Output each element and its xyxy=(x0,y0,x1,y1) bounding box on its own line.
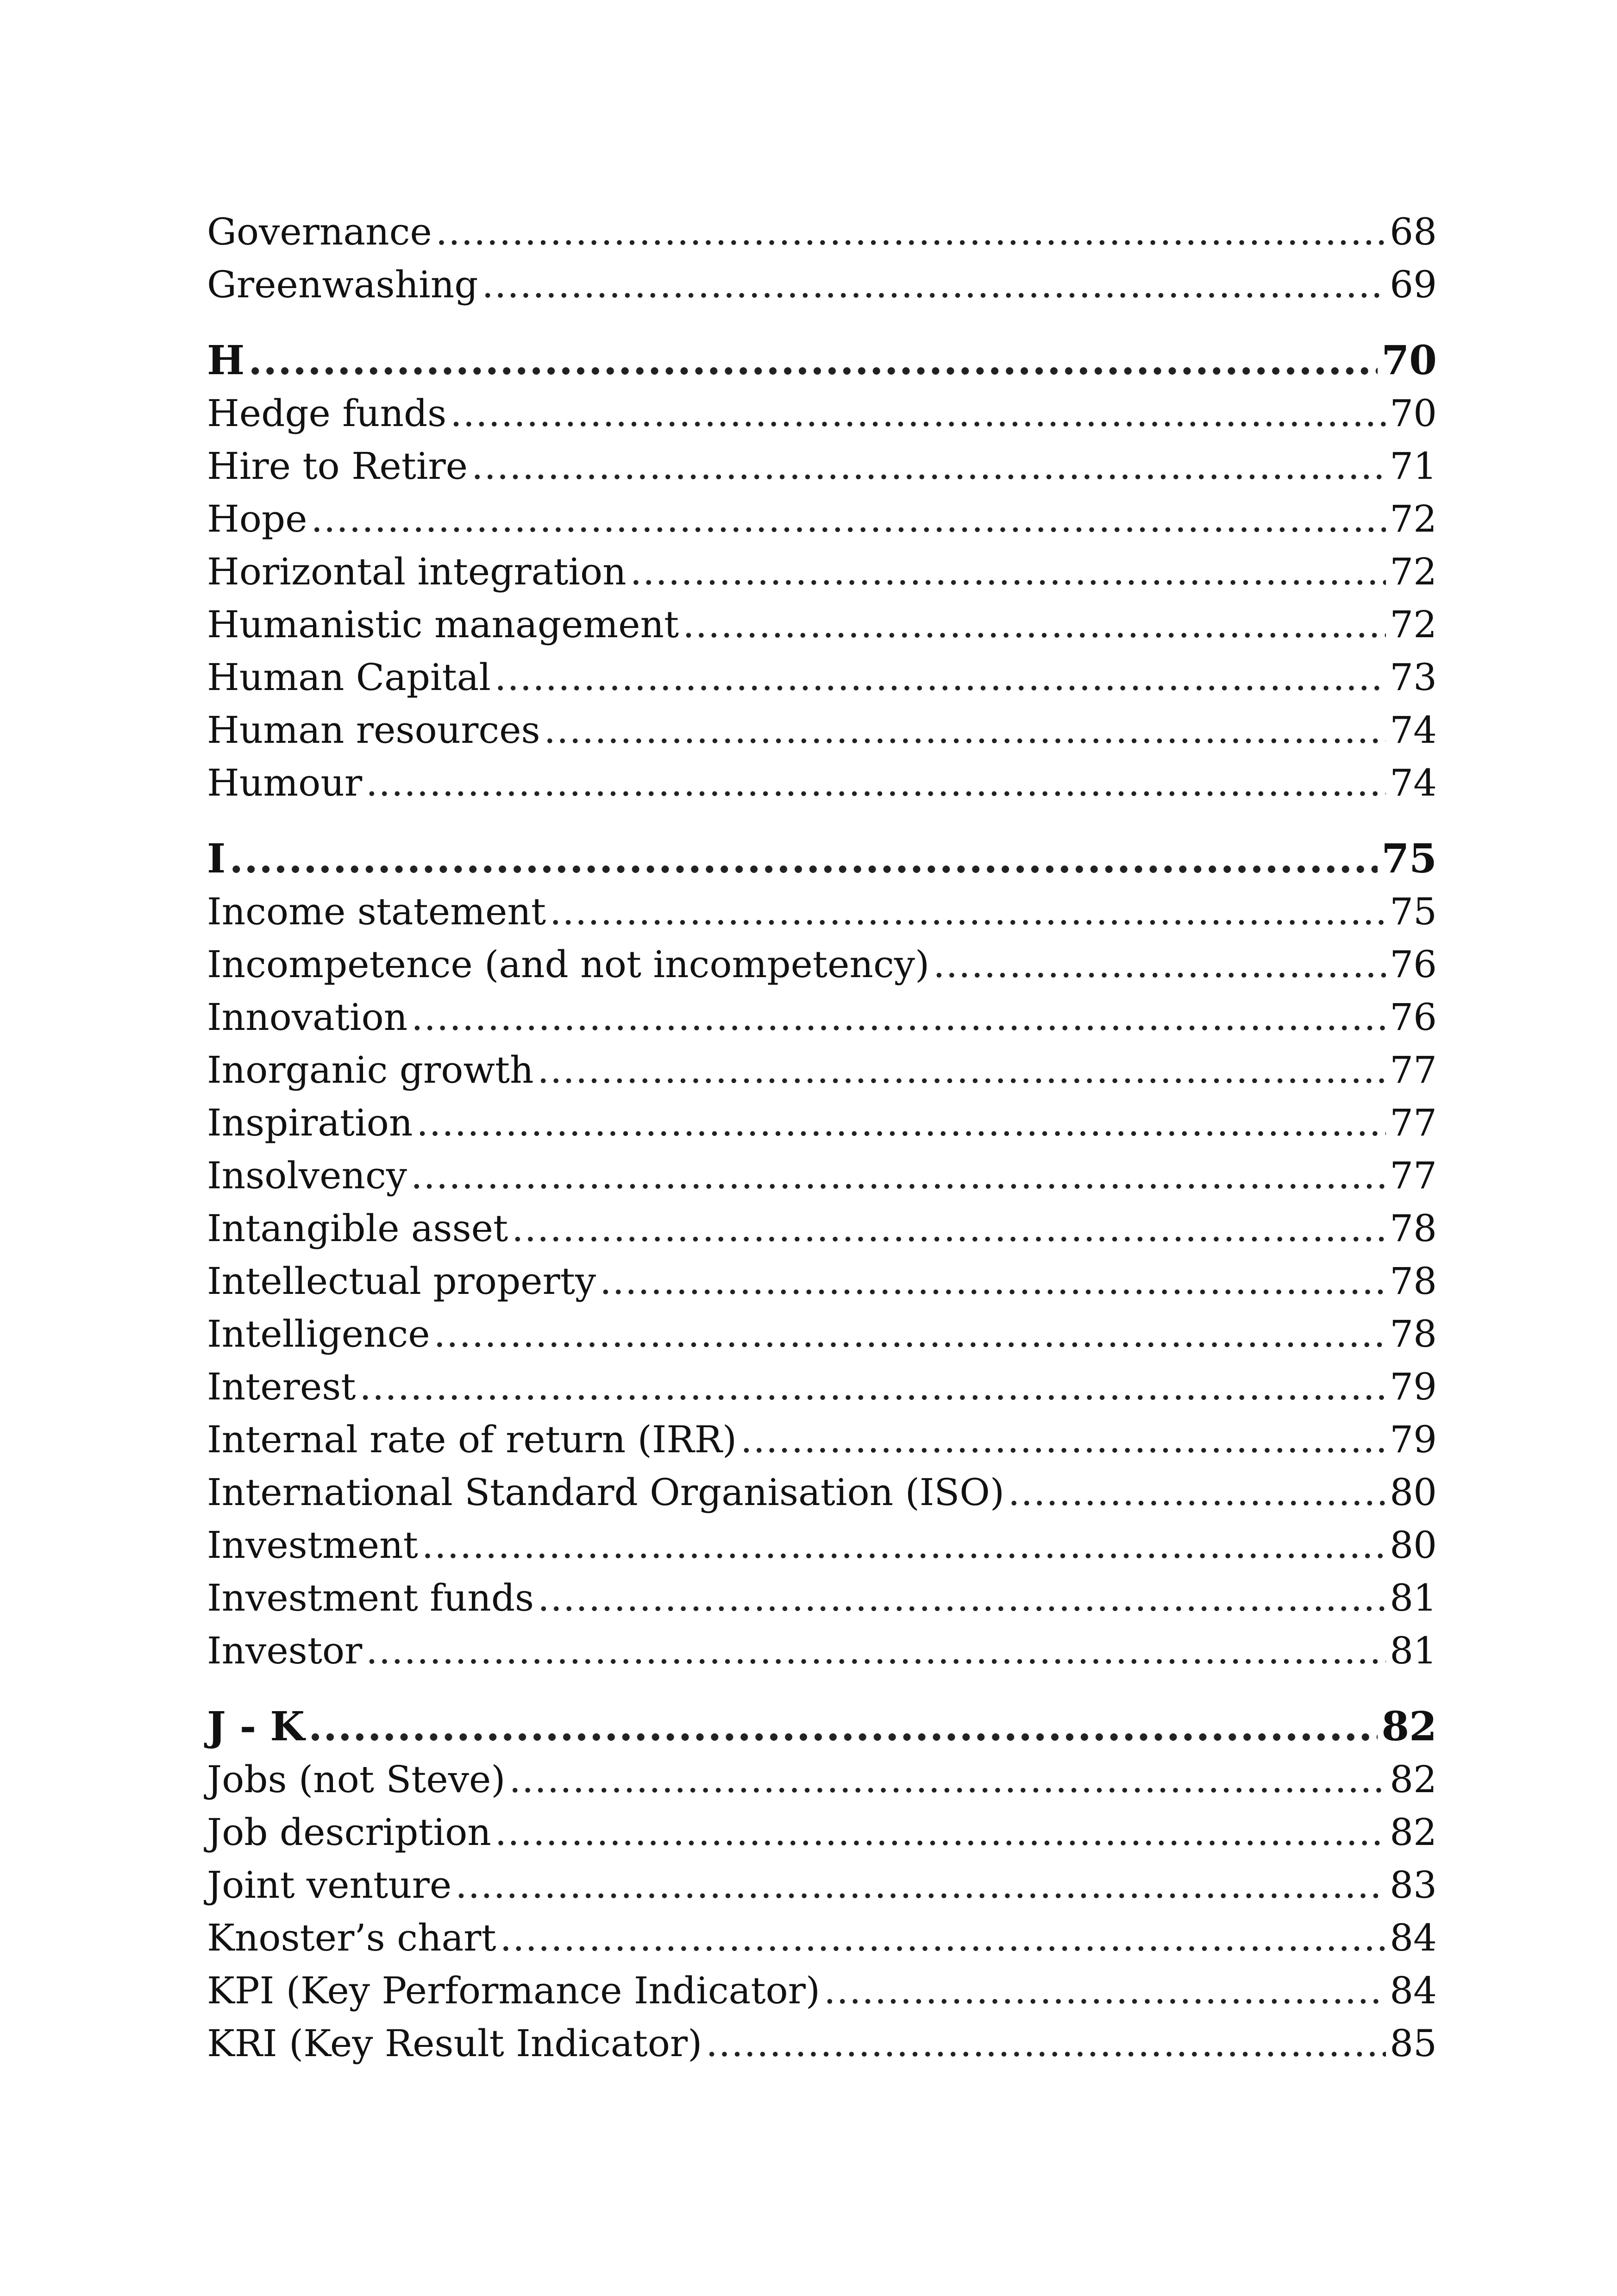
toc-section-heading[interactable] xyxy=(207,833,1437,885)
dot-leader xyxy=(538,1044,1386,1097)
toc-section-heading[interactable] xyxy=(207,1700,1437,1753)
dot-leader xyxy=(436,206,1386,258)
toc-entry[interactable] xyxy=(207,1308,1437,1361)
dot-leader xyxy=(366,757,1386,809)
dot-leader xyxy=(411,1149,1386,1202)
toc-entry-page: 68 xyxy=(1390,210,1437,253)
toc-entry-page: 78 xyxy=(1390,1207,1437,1250)
toc-entry-title: Innovation xyxy=(207,996,408,1039)
toc-entry-title: Hedge funds xyxy=(207,392,447,435)
toc-group-j-k xyxy=(207,1700,1437,2070)
toc-entry[interactable] xyxy=(207,1753,1437,1806)
toc-entry-page: 84 xyxy=(1390,1916,1437,1959)
toc-entry-page: 81 xyxy=(1390,1576,1437,1619)
toc-entry-page: 75 xyxy=(1390,890,1437,933)
dot-leader xyxy=(538,1572,1386,1625)
toc-entry-page: 73 xyxy=(1390,656,1437,699)
toc-entry[interactable] xyxy=(207,546,1437,598)
toc-entry-page: 79 xyxy=(1390,1418,1437,1461)
toc-entry-title: Interest xyxy=(207,1365,356,1408)
dot-leader xyxy=(706,2017,1386,2070)
toc-entry[interactable] xyxy=(207,1964,1437,2017)
table-of-contents xyxy=(207,206,1437,2070)
toc-entry-title: Intellectual property xyxy=(207,1260,596,1303)
toc-entry-page: 74 xyxy=(1390,709,1437,752)
toc-entry[interactable] xyxy=(207,598,1437,651)
toc-entry-page: 78 xyxy=(1390,1260,1437,1303)
dot-leader xyxy=(544,704,1386,757)
dot-leader xyxy=(1008,1466,1386,1519)
toc-entry[interactable] xyxy=(207,651,1437,704)
toc-entry-title: Humanistic management xyxy=(207,603,679,646)
dot-leader xyxy=(366,1625,1386,1677)
toc-entry[interactable] xyxy=(207,387,1437,440)
dot-leader xyxy=(630,546,1386,598)
toc-entry[interactable] xyxy=(207,1806,1437,1859)
toc-entry-title: Incompetence (and not incompetency) xyxy=(207,943,930,986)
toc-entry-page: 76 xyxy=(1390,996,1437,1039)
toc-entry[interactable] xyxy=(207,1097,1437,1149)
toc-entry-title: Investment funds xyxy=(207,1576,534,1619)
toc-entry[interactable] xyxy=(207,1859,1437,1912)
dot-leader xyxy=(500,1912,1386,1964)
toc-entry-title: International Standard Organisation (ISO) xyxy=(207,1471,1005,1514)
toc-heading-title: H xyxy=(207,337,245,384)
dot-leader xyxy=(434,1308,1386,1361)
toc-entry[interactable] xyxy=(207,206,1437,258)
dot-leader xyxy=(550,885,1386,938)
toc-entry-title: Greenwashing xyxy=(207,263,478,306)
toc-entry[interactable] xyxy=(207,1572,1437,1625)
toc-entry-page: 72 xyxy=(1390,550,1437,593)
toc-entry-title: Horizontal integration xyxy=(207,550,627,593)
toc-entry[interactable] xyxy=(207,1625,1437,1677)
toc-entry-title: Income statement xyxy=(207,890,546,933)
toc-entry-page: 77 xyxy=(1390,1101,1437,1144)
toc-entry-page: 80 xyxy=(1390,1471,1437,1514)
toc-entry-page: 80 xyxy=(1390,1524,1437,1567)
toc-entry[interactable] xyxy=(207,1149,1437,1202)
dot-leader xyxy=(495,651,1386,704)
toc-entry[interactable] xyxy=(207,757,1437,809)
toc-heading-title: I xyxy=(207,835,226,882)
dot-leader xyxy=(455,1859,1386,1912)
toc-entry[interactable] xyxy=(207,1255,1437,1308)
toc-entry-page: 82 xyxy=(1390,1811,1437,1854)
toc-entry[interactable] xyxy=(207,938,1437,991)
toc-entry-page: 78 xyxy=(1390,1312,1437,1355)
toc-entry-title: Humour xyxy=(207,761,363,804)
dot-leader xyxy=(933,938,1386,991)
toc-entry-page: 77 xyxy=(1390,1048,1437,1092)
dot-leader xyxy=(422,1519,1386,1572)
toc-entry-title: Hope xyxy=(207,497,307,540)
toc-entry-title: Joint venture xyxy=(207,1863,452,1907)
toc-entry[interactable] xyxy=(207,1912,1437,1964)
toc-entry[interactable] xyxy=(207,1413,1437,1466)
toc-heading-page: 70 xyxy=(1381,337,1437,384)
toc-entry-page: 72 xyxy=(1390,497,1437,540)
toc-entry-title: Hire to Retire xyxy=(207,445,468,488)
dot-leader xyxy=(471,440,1386,493)
dot-leader xyxy=(450,387,1386,440)
toc-entry[interactable] xyxy=(207,440,1437,493)
dot-leader xyxy=(311,493,1386,546)
toc-entry[interactable] xyxy=(207,1361,1437,1413)
toc-entry-title: Intelligence xyxy=(207,1312,430,1355)
toc-entry-title: Jobs (not Steve) xyxy=(207,1758,506,1801)
toc-entry[interactable] xyxy=(207,885,1437,938)
toc-entry-page: 69 xyxy=(1390,263,1437,306)
toc-entry-title: Intangible asset xyxy=(207,1207,508,1250)
toc-heading-page: 75 xyxy=(1381,835,1437,882)
toc-entry[interactable] xyxy=(207,2017,1437,2070)
dot-leader xyxy=(248,334,1378,387)
dot-leader xyxy=(824,1964,1386,2017)
toc-entry-page: 85 xyxy=(1390,2022,1437,2065)
dot-leader xyxy=(229,833,1378,885)
toc-entry[interactable] xyxy=(207,1466,1437,1519)
dot-leader xyxy=(740,1413,1386,1466)
dot-leader xyxy=(512,1202,1386,1255)
toc-entry-title: Job description xyxy=(207,1811,491,1854)
toc-entry-page: 79 xyxy=(1390,1365,1437,1408)
toc-entry-page: 70 xyxy=(1390,392,1437,435)
toc-entry-title: KPI (Key Performance Indicator) xyxy=(207,1969,821,2012)
toc-entry-title: Investment xyxy=(207,1524,418,1567)
toc-group-h xyxy=(207,334,1437,809)
toc-entry-title: Human Capital xyxy=(207,656,491,699)
toc-heading-page: 82 xyxy=(1381,1703,1437,1750)
dot-leader xyxy=(495,1806,1386,1859)
toc-entry-title: Knoster’s chart xyxy=(207,1916,496,1959)
toc-entry-page: 76 xyxy=(1390,943,1437,986)
toc-entry-title: Investor xyxy=(207,1629,363,1672)
toc-entry-title: KRI (Key Result Indicator) xyxy=(207,2022,702,2065)
dot-leader xyxy=(411,991,1386,1044)
toc-entry-page: 82 xyxy=(1390,1758,1437,1801)
toc-entry-title: Internal rate of return (IRR) xyxy=(207,1418,737,1461)
toc-heading-title: J - K xyxy=(207,1703,305,1750)
toc-group-g xyxy=(207,206,1437,311)
toc-entry-page: 77 xyxy=(1390,1154,1437,1197)
toc-entry-page: 71 xyxy=(1390,445,1437,488)
dot-leader xyxy=(359,1361,1386,1413)
toc-entry-page: 72 xyxy=(1390,603,1437,646)
toc-entry[interactable] xyxy=(207,258,1437,311)
toc-entry-page: 74 xyxy=(1390,761,1437,804)
dot-leader xyxy=(308,1700,1378,1753)
toc-entry-title: Inspiration xyxy=(207,1101,413,1144)
toc-entry-title: Governance xyxy=(207,210,432,253)
toc-entry-title: Human resources xyxy=(207,709,540,752)
dot-leader xyxy=(482,258,1386,311)
dot-leader xyxy=(683,598,1386,651)
toc-entry-page: 81 xyxy=(1390,1629,1437,1672)
toc-entry-title: Insolvency xyxy=(207,1154,407,1197)
dot-leader xyxy=(509,1753,1386,1806)
toc-entry[interactable] xyxy=(207,493,1437,546)
toc-group-i xyxy=(207,833,1437,1677)
toc-entry[interactable] xyxy=(207,1202,1437,1255)
toc-entry[interactable] xyxy=(207,991,1437,1044)
toc-entry-title: Inorganic growth xyxy=(207,1048,534,1092)
dot-leader xyxy=(600,1255,1386,1308)
toc-entry[interactable] xyxy=(207,1519,1437,1572)
toc-section-heading[interactable] xyxy=(207,334,1437,387)
toc-entry[interactable] xyxy=(207,1044,1437,1097)
toc-entry-page: 83 xyxy=(1390,1863,1437,1907)
toc-entry-page: 84 xyxy=(1390,1969,1437,2012)
dot-leader xyxy=(416,1097,1386,1149)
toc-entry[interactable] xyxy=(207,704,1437,757)
